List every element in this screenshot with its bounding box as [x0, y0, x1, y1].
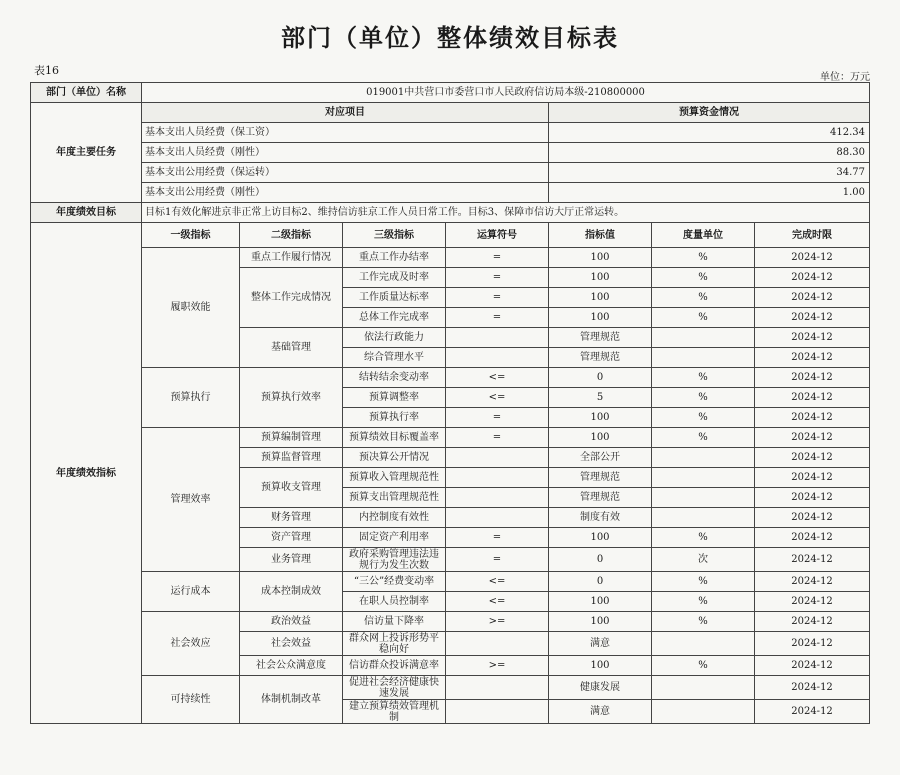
task-name: 基本支出公用经费（保运转）: [142, 163, 549, 183]
level2-indicator: 体制机制改革: [240, 676, 343, 724]
operator-cell: =: [446, 248, 549, 268]
measure-unit: %: [652, 308, 755, 328]
target-value: 0: [549, 368, 652, 388]
level1-indicator: 管理效率: [142, 428, 240, 572]
deadline-cell: 2024-12: [755, 700, 870, 724]
level2-indicator: 预算收支管理: [240, 468, 343, 508]
deadline-cell: 2024-12: [755, 468, 870, 488]
level3-indicator: 内控制度有效性: [343, 508, 446, 528]
level3-indicator: 预决算公开情况: [343, 448, 446, 468]
measure-unit: %: [652, 388, 755, 408]
measure-unit: [652, 676, 755, 700]
target-value: 0: [549, 572, 652, 592]
header-operator: 运算符号: [446, 223, 549, 248]
level2-indicator: 政治效益: [240, 612, 343, 632]
target-value: 100: [549, 592, 652, 612]
dept-label: 部门（单位）名称: [31, 83, 142, 103]
level2-indicator: 业务管理: [240, 548, 343, 572]
level1-indicator: 社会效应: [142, 612, 240, 676]
measure-unit: %: [652, 592, 755, 612]
level3-indicator: 工作质量达标率: [343, 288, 446, 308]
measure-unit: %: [652, 528, 755, 548]
measure-unit: %: [652, 428, 755, 448]
task-amount: 412.34: [549, 123, 870, 143]
deadline-cell: 2024-12: [755, 388, 870, 408]
measure-unit: [652, 348, 755, 368]
indicator-row: [31, 612, 870, 632]
level1-indicator: 履职效能: [142, 248, 240, 368]
operator-cell: >=: [446, 656, 549, 676]
task-amount: 88.30: [549, 143, 870, 163]
indicator-label: 年度绩效指标: [31, 223, 142, 724]
target-value: 100: [549, 248, 652, 268]
deadline-cell: 2024-12: [755, 676, 870, 700]
indicator-row: [31, 428, 870, 448]
unit-label: 单位：万元: [820, 72, 870, 83]
target-value: 管理规范: [549, 488, 652, 508]
operator-cell: [446, 632, 549, 656]
deadline-cell: 2024-12: [755, 656, 870, 676]
operator-cell: =: [446, 428, 549, 448]
measure-unit: %: [652, 288, 755, 308]
level2-indicator: 资产管理: [240, 528, 343, 548]
annual-task-label: 年度主要任务: [31, 103, 142, 203]
deadline-cell: 2024-12: [755, 288, 870, 308]
header-l2: 二级指标: [240, 223, 343, 248]
deadline-cell: 2024-12: [755, 328, 870, 348]
operator-cell: =: [446, 548, 549, 572]
level3-indicator: 政府采购管理违法违规行为发生次数: [343, 548, 446, 572]
level1-indicator: 预算执行: [142, 368, 240, 428]
level2-indicator: 预算编制管理: [240, 428, 343, 448]
deadline-cell: 2024-12: [755, 632, 870, 656]
level2-indicator: 重点工作履行情况: [240, 248, 343, 268]
measure-unit: %: [652, 248, 755, 268]
measure-unit: [652, 488, 755, 508]
operator-cell: [446, 700, 549, 724]
level1-indicator: 运行成本: [142, 572, 240, 612]
task-amount: 34.77: [549, 163, 870, 183]
level2-indicator: 社会公众满意度: [240, 656, 343, 676]
operator-cell: <=: [446, 388, 549, 408]
table-number: 表16: [34, 64, 59, 77]
target-value: 全部公开: [549, 448, 652, 468]
level3-indicator: 预算收入管理规范性: [343, 468, 446, 488]
target-value: 100: [549, 528, 652, 548]
header-unit: 度量单位: [652, 223, 755, 248]
col-budget: 预算资金情况: [549, 103, 870, 123]
measure-unit: %: [652, 368, 755, 388]
measure-unit: %: [652, 656, 755, 676]
measure-unit: [652, 632, 755, 656]
level3-indicator: 在职人员控制率: [343, 592, 446, 612]
measure-unit: %: [652, 408, 755, 428]
level3-indicator: 群众网上投诉形势平稳向好: [343, 632, 446, 656]
level3-indicator: 固定资产利用率: [343, 528, 446, 548]
level3-indicator: 预算执行率: [343, 408, 446, 428]
indicator-row: [31, 368, 870, 388]
target-value: 100: [549, 428, 652, 448]
deadline-cell: 2024-12: [755, 268, 870, 288]
target-value: 100: [549, 288, 652, 308]
deadline-cell: 2024-12: [755, 508, 870, 528]
goal-label: 年度绩效目标: [31, 203, 142, 223]
target-value: 100: [549, 612, 652, 632]
target-value: 0: [549, 548, 652, 572]
deadline-cell: 2024-12: [755, 488, 870, 508]
target-value: 管理规范: [549, 348, 652, 368]
deadline-cell: 2024-12: [755, 528, 870, 548]
operator-cell: <=: [446, 592, 549, 612]
operator-cell: <=: [446, 572, 549, 592]
target-value: 制度有效: [549, 508, 652, 528]
deadline-cell: 2024-12: [755, 612, 870, 632]
level2-indicator: 基础管理: [240, 328, 343, 368]
operator-cell: =: [446, 528, 549, 548]
level3-indicator: 综合管理水平: [343, 348, 446, 368]
dept-name: 019001中共营口市委营口市人民政府信访局本级-210800000: [142, 83, 870, 103]
measure-unit: %: [652, 268, 755, 288]
operator-cell: [446, 468, 549, 488]
operator-cell: [446, 328, 549, 348]
header-value: 指标值: [549, 223, 652, 248]
level2-indicator: 财务管理: [240, 508, 343, 528]
level3-indicator: 工作完成及时率: [343, 268, 446, 288]
deadline-cell: 2024-12: [755, 548, 870, 572]
measure-unit: [652, 700, 755, 724]
indicator-row: [31, 676, 870, 700]
level2-indicator: 成本控制成效: [240, 572, 343, 612]
target-value: 满意: [549, 700, 652, 724]
level3-indicator: 信访量下降率: [343, 612, 446, 632]
level2-indicator: 预算监督管理: [240, 448, 343, 468]
deadline-cell: 2024-12: [755, 368, 870, 388]
measure-unit: [652, 328, 755, 348]
deadline-cell: 2024-12: [755, 572, 870, 592]
level2-indicator: 整体工作完成情况: [240, 268, 343, 328]
level3-indicator: 重点工作办结率: [343, 248, 446, 268]
level1-indicator: 可持续性: [142, 676, 240, 724]
operator-cell: <=: [446, 368, 549, 388]
operator-cell: [446, 676, 549, 700]
level3-indicator: 促进社会经济健康快速发展: [343, 676, 446, 700]
level2-indicator: 社会效益: [240, 632, 343, 656]
measure-unit: [652, 508, 755, 528]
task-amount: 1.00: [549, 183, 870, 203]
level3-indicator: 预算调整率: [343, 388, 446, 408]
target-value: 管理规范: [549, 468, 652, 488]
indicator-row: [31, 572, 870, 592]
deadline-cell: 2024-12: [755, 308, 870, 328]
target-value: 100: [549, 308, 652, 328]
deadline-cell: 2024-12: [755, 248, 870, 268]
col-project: 对应项目: [142, 103, 549, 123]
operator-cell: =: [446, 408, 549, 428]
operator-cell: =: [446, 268, 549, 288]
goal-text: 目标1有效化解进京非正常上访目标2、维持信访驻京工作人员日常工作。目标3、保障市信访大厅正常运转。: [142, 203, 870, 223]
operator-cell: [446, 488, 549, 508]
level3-indicator: 总体工作完成率: [343, 308, 446, 328]
deadline-cell: 2024-12: [755, 408, 870, 428]
measure-unit: [652, 468, 755, 488]
target-value: 5: [549, 388, 652, 408]
level3-indicator: 信访群众投诉满意率: [343, 656, 446, 676]
level3-indicator: 建立预算绩效管理机制: [343, 700, 446, 724]
level3-indicator: 结转结余变动率: [343, 368, 446, 388]
target-value: 管理规范: [549, 328, 652, 348]
deadline-cell: 2024-12: [755, 348, 870, 368]
level2-indicator: 预算执行效率: [240, 368, 343, 428]
level3-indicator: “三公”经费变动率: [343, 572, 446, 592]
measure-unit: 次: [652, 548, 755, 572]
operator-cell: [446, 348, 549, 368]
task-name: 基本支出公用经费（刚性）: [142, 183, 549, 203]
operator-cell: [446, 508, 549, 528]
task-name: 基本支出人员经费（保工资）: [142, 123, 549, 143]
measure-unit: %: [652, 612, 755, 632]
target-value: 满意: [549, 632, 652, 656]
operator-cell: =: [446, 308, 549, 328]
level3-indicator: 预算支出管理规范性: [343, 488, 446, 508]
header-deadline: 完成时限: [755, 223, 870, 248]
level3-indicator: 依法行政能力: [343, 328, 446, 348]
target-value: 100: [549, 268, 652, 288]
target-value: 100: [549, 408, 652, 428]
header-l3: 三级指标: [343, 223, 446, 248]
operator-cell: =: [446, 288, 549, 308]
operator-cell: [446, 448, 549, 468]
header-l1: 一级指标: [142, 223, 240, 248]
indicator-row: [31, 248, 870, 268]
page-title: 部门（单位）整体绩效目标表: [281, 23, 619, 52]
level3-indicator: 预算绩效目标覆盖率: [343, 428, 446, 448]
operator-cell: >=: [446, 612, 549, 632]
task-name: 基本支出人员经费（刚性）: [142, 143, 549, 163]
measure-unit: %: [652, 572, 755, 592]
deadline-cell: 2024-12: [755, 428, 870, 448]
deadline-cell: 2024-12: [755, 592, 870, 612]
measure-unit: [652, 448, 755, 468]
target-value: 健康发展: [549, 676, 652, 700]
target-value: 100: [549, 656, 652, 676]
deadline-cell: 2024-12: [755, 448, 870, 468]
performance-target-table: [30, 82, 870, 724]
